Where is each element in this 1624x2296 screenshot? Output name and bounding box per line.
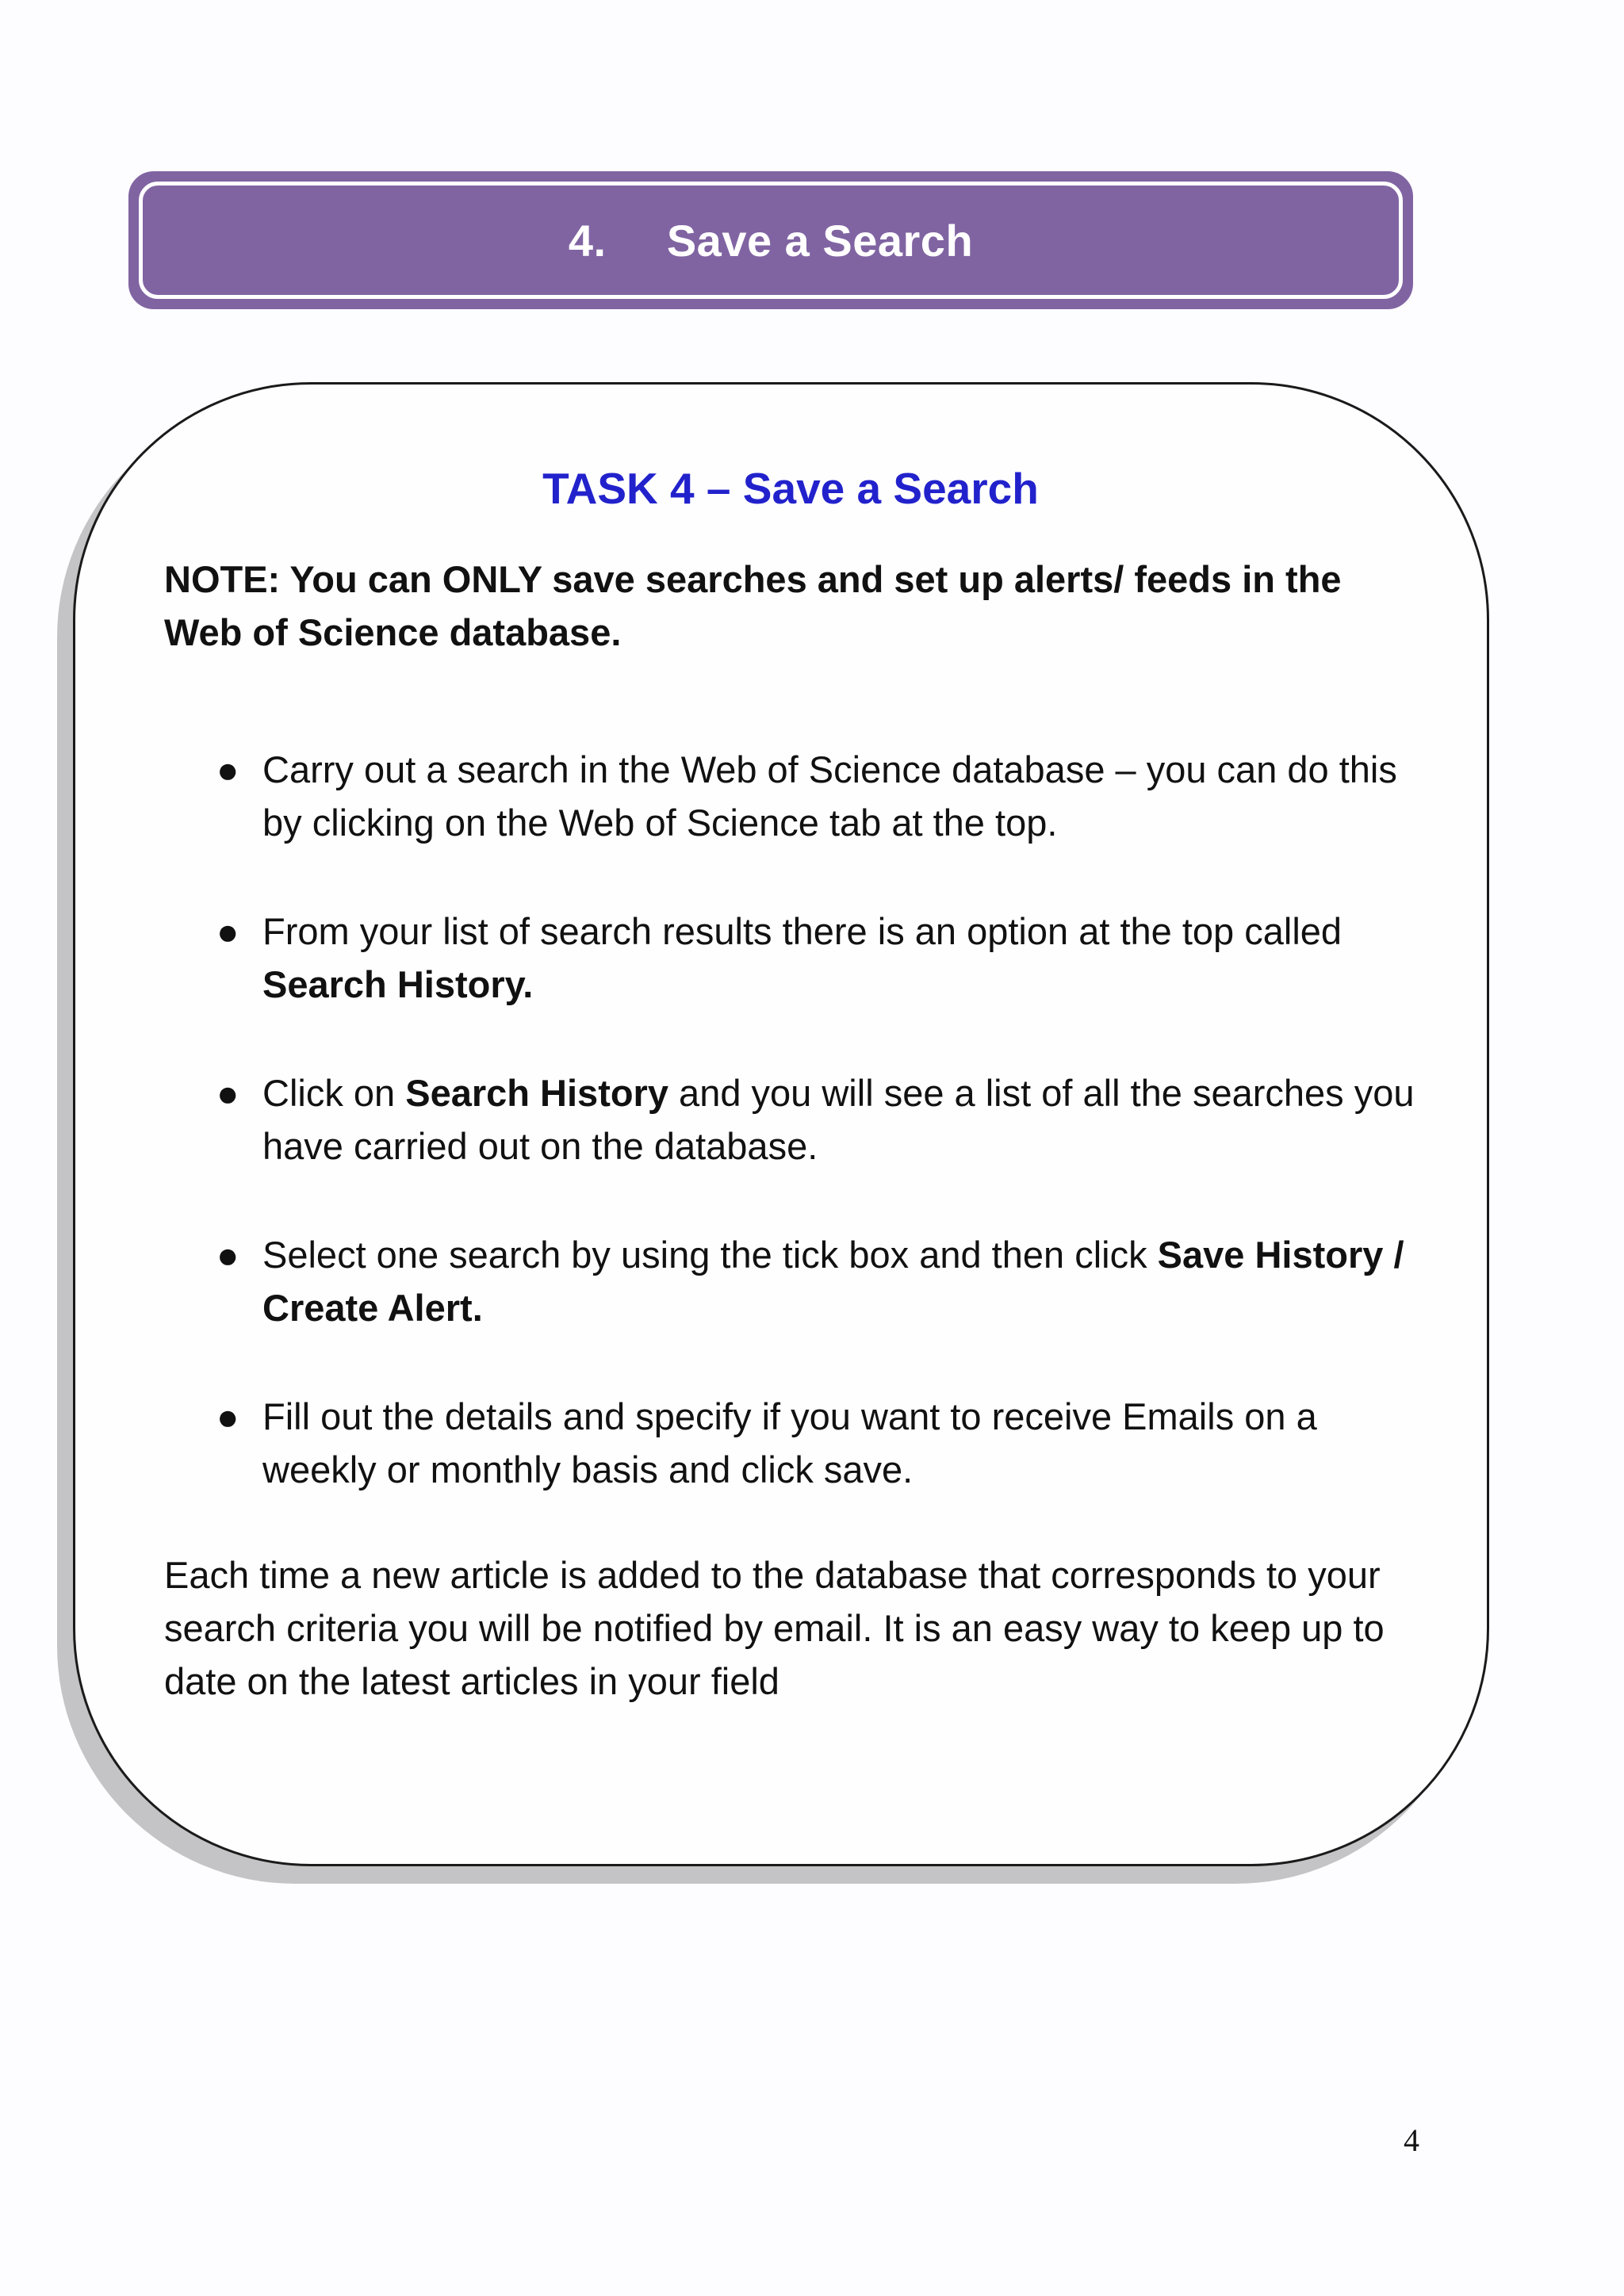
step-item	[164, 1228, 1417, 1334]
step-text: Click on	[262, 1072, 406, 1114]
task-heading: TASK 4 – Save a Search	[542, 464, 1039, 513]
page-number: 4	[1404, 2122, 1419, 2158]
step-text: Fill out the details and specify if you want to receive Emails on a weekly or monthly basis and click save.	[262, 1395, 1317, 1490]
bullet-icon: ●	[216, 1234, 239, 1276]
step-text: Select one search by using the tick box and then click	[262, 1234, 1158, 1276]
step-text: From your list of search results there is an option at the top called	[262, 910, 1342, 952]
step-emphasis: Search History.	[262, 963, 534, 1005]
task-content	[164, 462, 1417, 1708]
section-number: 4.	[568, 215, 607, 266]
bullet-icon: ●	[216, 910, 239, 952]
step-item	[164, 743, 1417, 849]
closing-paragraph: Each time a new article is added to the database that corresponds to your search criteria you will be notified by email. It is an easy way to keep up to date on the latest articles in your field	[164, 1554, 1385, 1702]
section-banner	[128, 171, 1413, 309]
step-item	[164, 1066, 1417, 1173]
step-item	[164, 905, 1417, 1011]
task-card	[73, 382, 1489, 1866]
step-text: and you will see a list of all the searches you have carried out on the database.	[262, 1072, 1415, 1167]
section-title	[569, 215, 973, 266]
section-title-text: Save a Search	[666, 215, 974, 266]
bullet-icon: ●	[216, 1395, 239, 1437]
step-item	[164, 1390, 1417, 1496]
task-note: NOTE: You can ONLY save searches and set up alerts/ feeds in the Web of Science database.	[164, 558, 1342, 653]
bullet-icon: ●	[216, 748, 239, 790]
step-emphasis: Search History	[405, 1072, 668, 1114]
step-emphasis: Save History / Create Alert.	[262, 1234, 1404, 1329]
step-text: Carry out a search in the Web of Science database – you can do this by clicking on the Web of Science tab at the top.	[262, 748, 1397, 844]
bullet-icon: ●	[216, 1072, 239, 1114]
section-banner-inner	[139, 182, 1403, 299]
steps-list	[164, 743, 1417, 1496]
